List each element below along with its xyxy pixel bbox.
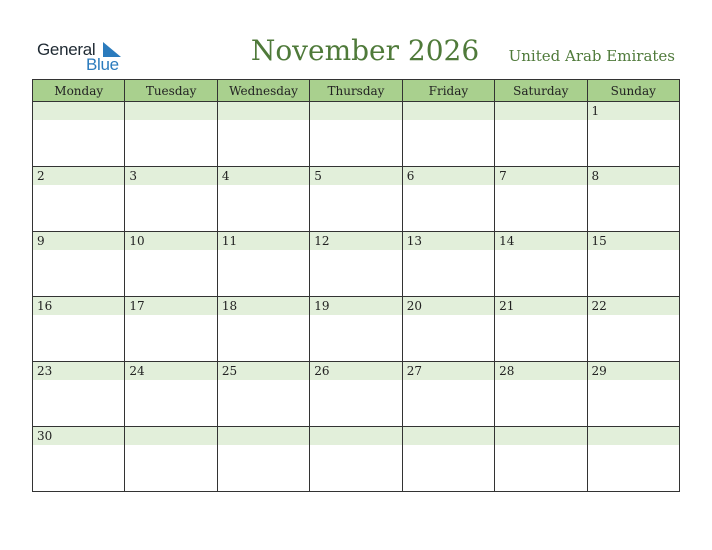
day-number: 22 <box>591 299 607 313</box>
day-number: 26 <box>314 364 330 378</box>
day-cell[interactable] <box>33 102 125 167</box>
date-band <box>403 167 494 185</box>
day-cell[interactable] <box>402 102 494 167</box>
day-number: 11 <box>221 234 238 248</box>
day-number: 25 <box>221 364 238 378</box>
day-cell[interactable] <box>495 297 587 362</box>
week-row <box>33 167 680 232</box>
day-cell[interactable] <box>33 297 125 362</box>
day-number: 3 <box>129 169 138 183</box>
date-band <box>218 167 309 185</box>
day-cell[interactable] <box>217 232 309 297</box>
day-cell[interactable] <box>587 297 679 362</box>
date-band <box>495 102 586 120</box>
day-number: 12 <box>314 234 330 248</box>
day-number: 2 <box>37 169 45 183</box>
day-cell[interactable] <box>495 427 587 492</box>
day-cell[interactable] <box>402 167 494 232</box>
day-cell[interactable] <box>587 427 679 492</box>
day-cell[interactable] <box>217 102 309 167</box>
day-number: 1 <box>591 104 600 118</box>
day-cell[interactable] <box>217 362 309 427</box>
calendar-body <box>33 102 680 492</box>
day-number: 9 <box>37 234 45 248</box>
calendar-grid <box>32 79 680 492</box>
weekday-monday: Monday <box>33 80 125 102</box>
day-number: 28 <box>499 364 515 378</box>
country-label: United Arab Emirates <box>508 47 675 65</box>
day-number: 4 <box>221 169 230 183</box>
date-band <box>218 427 309 445</box>
day-cell[interactable] <box>125 232 217 297</box>
date-band <box>125 427 216 445</box>
day-cell[interactable] <box>33 362 125 427</box>
week-row <box>33 362 680 427</box>
day-number: 15 <box>591 234 607 248</box>
day-number: 24 <box>129 364 145 378</box>
week-row <box>33 427 680 492</box>
day-number: 30 <box>37 429 53 443</box>
day-number: 16 <box>37 299 53 313</box>
day-cell[interactable] <box>217 297 309 362</box>
generalblue-logo <box>37 38 127 74</box>
date-band <box>495 427 586 445</box>
month-title: November 2026 <box>250 34 480 67</box>
day-cell[interactable] <box>125 362 217 427</box>
day-number: 20 <box>406 299 422 313</box>
day-cell[interactable] <box>402 297 494 362</box>
weekday-saturday: Saturday <box>495 80 587 102</box>
weekday-tuesday: Tuesday <box>125 80 217 102</box>
day-number: 17 <box>129 299 145 313</box>
day-cell[interactable] <box>587 167 679 232</box>
day-cell[interactable] <box>495 232 587 297</box>
day-number: 5 <box>314 169 322 183</box>
day-cell[interactable] <box>310 362 402 427</box>
date-band <box>403 102 494 120</box>
date-band <box>588 167 679 185</box>
date-band <box>33 232 124 250</box>
day-cell[interactable] <box>125 167 217 232</box>
logo-text-general: General <box>37 40 96 59</box>
day-number: 6 <box>406 169 415 183</box>
day-cell[interactable] <box>495 102 587 167</box>
day-cell[interactable] <box>217 167 309 232</box>
day-cell[interactable] <box>125 102 217 167</box>
date-band <box>588 102 679 120</box>
date-band <box>218 102 309 120</box>
day-number: 21 <box>499 299 515 313</box>
day-cell[interactable] <box>587 362 679 427</box>
day-cell[interactable] <box>310 102 402 167</box>
date-band <box>125 102 216 120</box>
logo-text-blue: Blue <box>86 55 119 74</box>
day-number: 19 <box>314 299 330 313</box>
day-number: 23 <box>37 364 53 378</box>
day-cell[interactable] <box>217 427 309 492</box>
day-number: 27 <box>406 364 422 378</box>
date-band <box>33 167 124 185</box>
day-cell[interactable] <box>33 427 125 492</box>
day-number: 14 <box>499 234 515 248</box>
day-cell[interactable] <box>310 167 402 232</box>
day-cell[interactable] <box>587 102 679 167</box>
date-band <box>33 102 124 120</box>
day-cell[interactable] <box>495 167 587 232</box>
day-number: 18 <box>221 299 238 313</box>
date-band <box>310 167 401 185</box>
day-cell[interactable] <box>125 427 217 492</box>
day-cell[interactable] <box>495 362 587 427</box>
day-cell[interactable] <box>402 362 494 427</box>
day-number: 13 <box>406 234 422 248</box>
week-row <box>33 102 680 167</box>
date-band <box>403 427 494 445</box>
weekday-wednesday: Wednesday <box>217 80 309 102</box>
date-band <box>310 102 401 120</box>
day-cell[interactable] <box>402 427 494 492</box>
day-cell[interactable] <box>310 297 402 362</box>
day-cell[interactable] <box>33 232 125 297</box>
day-cell[interactable] <box>33 167 125 232</box>
weekday-thursday: Thursday <box>310 80 402 102</box>
day-number: 7 <box>499 169 507 183</box>
day-number: 10 <box>129 234 145 248</box>
date-band <box>125 167 216 185</box>
week-row <box>33 297 680 362</box>
weekday-header-row <box>33 80 680 102</box>
day-number: 8 <box>591 169 600 183</box>
day-cell[interactable] <box>125 297 217 362</box>
date-band <box>588 427 679 445</box>
day-number: 29 <box>591 364 607 378</box>
weekday-friday: Friday <box>402 80 494 102</box>
date-band <box>495 167 586 185</box>
day-cell[interactable] <box>310 232 402 297</box>
day-cell[interactable] <box>587 232 679 297</box>
day-cell[interactable] <box>310 427 402 492</box>
week-row <box>33 232 680 297</box>
day-cell[interactable] <box>402 232 494 297</box>
weekday-sunday: Sunday <box>587 80 679 102</box>
date-band <box>310 427 401 445</box>
